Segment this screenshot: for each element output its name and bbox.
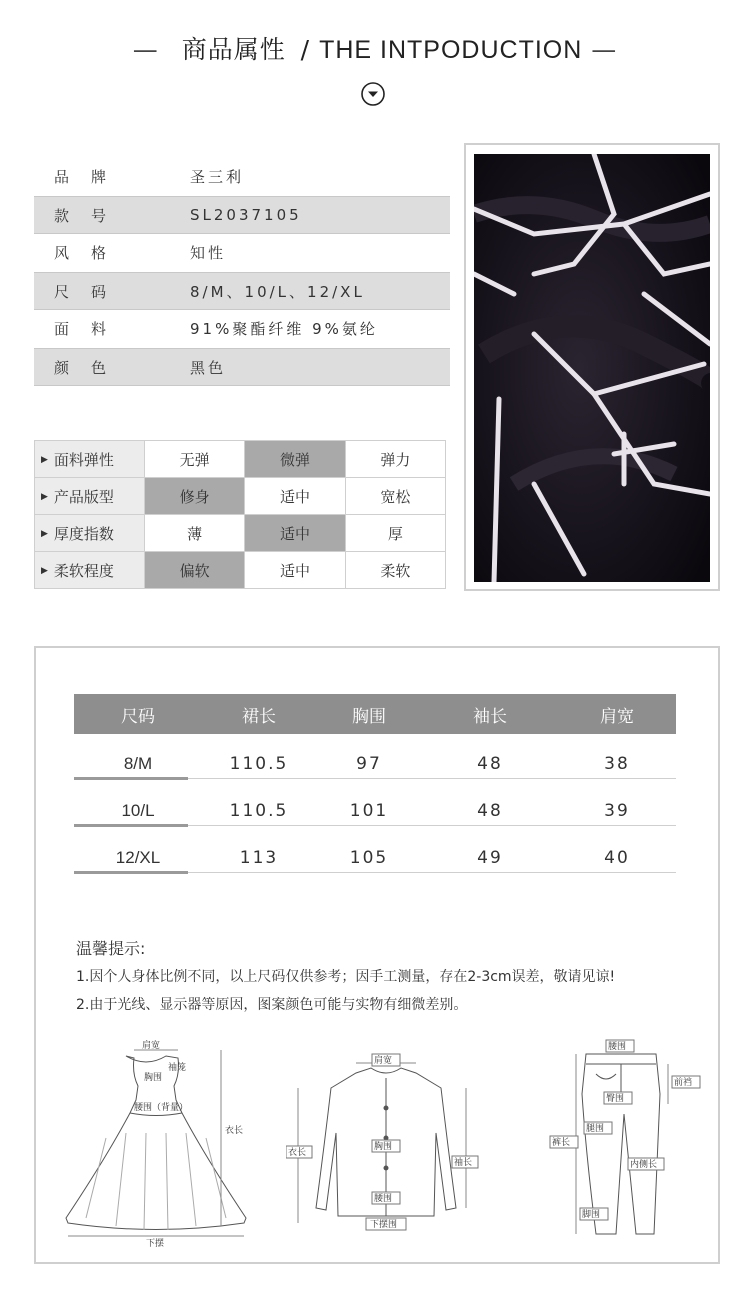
feature-label: ▶ 面料弹性 bbox=[35, 441, 145, 478]
attribute-key: 品牌 bbox=[54, 168, 129, 186]
feature-row bbox=[35, 552, 446, 589]
pants-hip-label: 臀围 bbox=[606, 1094, 625, 1104]
dress-chest-label: 胸围 bbox=[144, 1073, 163, 1083]
size-cell: 12/XL bbox=[115, 848, 161, 867]
feature-option-selected: 适中 bbox=[245, 515, 345, 552]
size-cell: 48 bbox=[477, 801, 503, 821]
feature-option: 无弹 bbox=[145, 441, 245, 478]
attribute-key: 面料 bbox=[54, 320, 129, 338]
row-accent bbox=[74, 871, 188, 874]
attribute-value: 8/M、10/L、12/XL bbox=[190, 282, 365, 301]
size-row bbox=[74, 785, 676, 826]
pants-front-rise-label: 前裆 bbox=[674, 1078, 693, 1088]
triangle-right-icon: ▶ bbox=[41, 492, 48, 502]
feature-option-selected: 微弹 bbox=[245, 441, 345, 478]
attribute-row bbox=[34, 272, 450, 310]
header-chest: 胸围 bbox=[352, 706, 386, 727]
attribute-row bbox=[34, 348, 450, 386]
feature-option-selected: 偏软 bbox=[145, 552, 245, 589]
dress-length-label: 衣长 bbox=[225, 1126, 244, 1136]
feature-option: 柔软 bbox=[345, 552, 445, 589]
section-title bbox=[0, 30, 750, 66]
pants-waist-label: 腰围 bbox=[608, 1042, 627, 1052]
attribute-key: 颜色 bbox=[54, 358, 129, 377]
attribute-value: SL2037105 bbox=[190, 206, 302, 224]
triangle-right-icon: ▶ bbox=[41, 566, 48, 576]
shirt-length-label: 衣长 bbox=[288, 1148, 307, 1158]
title-dash-left: — bbox=[132, 35, 159, 64]
feature-row bbox=[35, 441, 446, 478]
feature-option: 适中 bbox=[245, 552, 345, 589]
fabric-image bbox=[474, 154, 710, 582]
size-row bbox=[74, 832, 676, 873]
size-cell: 48 bbox=[477, 754, 503, 774]
size-cell: 110.5 bbox=[229, 754, 289, 774]
size-cell: 105 bbox=[349, 848, 389, 868]
feature-label: ▶ 产品版型 bbox=[35, 478, 145, 515]
pants-inseam-label: 内侧长 bbox=[630, 1160, 658, 1170]
triangle-right-icon: ▶ bbox=[41, 455, 48, 465]
attribute-value: 黑色 bbox=[190, 358, 227, 377]
attribute-row bbox=[34, 196, 450, 234]
feature-label: ▶ 柔软程度 bbox=[35, 552, 145, 589]
size-cell: 101 bbox=[349, 801, 389, 821]
header-shoulder: 肩宽 bbox=[600, 706, 634, 727]
attribute-key: 款号 bbox=[54, 206, 129, 225]
attribute-key: 尺码 bbox=[54, 282, 129, 301]
size-table-header bbox=[74, 694, 676, 734]
pants-measurement-diagram bbox=[536, 1034, 706, 1244]
feature-option: 适中 bbox=[245, 478, 345, 515]
attribute-row bbox=[34, 234, 450, 272]
header-sleeve: 袖长 bbox=[473, 706, 507, 727]
attribute-row bbox=[34, 158, 450, 196]
size-cell: 39 bbox=[604, 801, 630, 821]
shirt-waist-label: 腰围 bbox=[374, 1194, 393, 1204]
feature-grid bbox=[34, 440, 446, 589]
size-chart-panel bbox=[34, 646, 720, 1264]
feature-option: 厚 bbox=[345, 515, 445, 552]
feature-option: 弹力 bbox=[345, 441, 445, 478]
row-accent bbox=[74, 777, 188, 780]
shirt-measurement-diagram bbox=[286, 1048, 486, 1238]
pants-thigh-label: 腿围 bbox=[586, 1124, 605, 1134]
dress-measurement-diagram bbox=[56, 1038, 256, 1248]
fabric-photo bbox=[464, 143, 720, 591]
feature-option-selected: 修身 bbox=[145, 478, 245, 515]
feature-label: ▶ 厚度指数 bbox=[35, 515, 145, 552]
title-dash-right: — bbox=[591, 35, 618, 64]
dress-hem-label: 下摆 bbox=[146, 1239, 165, 1248]
attribute-table bbox=[34, 158, 450, 386]
dress-sleeve-label: 袖笼 bbox=[168, 1063, 187, 1073]
shirt-hem-label: 下摆围 bbox=[370, 1220, 398, 1230]
size-cell: 113 bbox=[239, 848, 279, 868]
size-cell: 110.5 bbox=[229, 801, 289, 821]
row-accent bbox=[74, 824, 188, 827]
dress-shoulder-label: 肩宽 bbox=[142, 1041, 161, 1051]
feature-row bbox=[35, 478, 446, 515]
chevron-down-circle-icon bbox=[361, 82, 385, 106]
attribute-value: 圣三利 bbox=[190, 168, 245, 186]
title-separator: / bbox=[300, 35, 311, 64]
shirt-sleeve-label: 袖长 bbox=[454, 1158, 473, 1168]
tip-line: 2.由于光线、显示器等原因，图案颜色可能与实物有细微差别。 bbox=[76, 997, 468, 1013]
shirt-chest-label: 胸围 bbox=[374, 1142, 393, 1152]
header-dress-length: 裙长 bbox=[242, 706, 276, 727]
tips-title: 温馨提示: bbox=[76, 939, 146, 958]
size-row bbox=[74, 738, 676, 779]
size-cell: 8/M bbox=[123, 754, 153, 773]
dress-waist-label: 腰围（背量） bbox=[134, 1103, 189, 1113]
title-cn: 商品属性 bbox=[181, 35, 286, 64]
header-size: 尺码 bbox=[121, 706, 155, 727]
triangle-right-icon: ▶ bbox=[41, 529, 48, 539]
size-cell: 38 bbox=[604, 754, 630, 774]
size-cell: 40 bbox=[604, 848, 630, 868]
tip-line: 1.因个人身体比例不同，以上尺码仅供参考；因手工测量，存在2-3cm误差，敬请见谅! bbox=[76, 969, 616, 985]
attribute-value: 91%聚酯纤维 9%氨纶 bbox=[190, 320, 378, 338]
pants-leg-opening-label: 脚围 bbox=[582, 1210, 601, 1220]
size-cell: 97 bbox=[356, 754, 382, 774]
attribute-row bbox=[34, 310, 450, 348]
title-en: THE INTPODUCTION bbox=[319, 36, 583, 64]
size-cell: 10/L bbox=[121, 801, 155, 820]
size-cell: 49 bbox=[477, 848, 503, 868]
attribute-key: 风格 bbox=[54, 244, 129, 262]
shirt-shoulder-label: 肩宽 bbox=[374, 1056, 393, 1066]
feature-option: 薄 bbox=[145, 515, 245, 552]
attribute-value: 知性 bbox=[190, 244, 227, 262]
feature-option: 宽松 bbox=[345, 478, 445, 515]
feature-row bbox=[35, 515, 446, 552]
pants-length-label: 裤长 bbox=[552, 1138, 571, 1148]
